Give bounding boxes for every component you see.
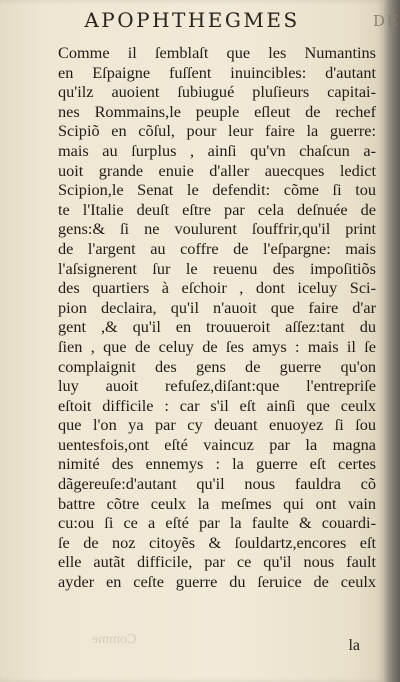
text-line: Scipion,le Senat le defendit: cõme ſi tou [58,180,376,200]
next-page-head-fragment: DE [373,12,400,30]
text-line: ayder en ceſte guerre du ſeruice de ceulx [58,572,376,592]
text-line: que l'on ya par cy deuant enuoyez ſi ſou [58,415,376,435]
facing-page-edge [373,0,400,682]
text-line: eſtoit difficile : car s'il eſt ainſi que ceulx [58,395,376,415]
text-line: gent ,& qu'il en trouueroit aſſez:tant du [58,317,376,337]
text-line: uentesfois,ont eſté vaincuz par la magna [58,434,376,454]
text-line: de l'argent au coffre de l'eſpargne: mais [58,238,376,258]
text-line: nimité des ennemys : la guerre eſt certes [58,454,376,474]
text-line: mais au ſurplus , ainſi qu'vn chaſcun a- [58,140,376,160]
text-line: te l'Italie deuſt eſtre par cela deſnuée de [58,199,376,219]
catchword: la [348,637,360,654]
text-line: cu:ou ſi ce a eſté par la faulte & couardi- [58,513,376,533]
text-line: nes Rommains,le peuple eſleut de rechef [58,101,376,121]
text-line: Comme il ſemblaſt que les Numantins [58,43,376,62]
text-line: Scipiõ en cõſul, pour leur faire la guerre: [58,121,376,141]
text-line: battre cõtre ceulx la meſmes qui ont vain [58,493,376,513]
text-line: elle autãt difficile, par ce qu'il nous fault [58,552,376,572]
text-line: luy auoit refuſez,diſant:que l'entrepriſe [58,376,376,396]
text-line: complaignit des gens de guerre qu'on [58,356,376,376]
text-line: gens:& ſi ne voulurent ſouffrir,qu'il print [58,219,376,239]
text-line: uoit grande enuie d'aller auecques ledict [58,160,376,180]
text-line: dãgereuſe:d'autant qu'il nous fauldra cõ [58,474,376,494]
running-head-title: APOPHTHEGMES [84,8,300,32]
text-line: en Eſpaigne fuſſent inuincibles: d'autant [58,62,376,82]
bleed-through-text: Comme [92,632,137,647]
text-line: pion declaira, qu'il n'auoit que faire d'ar [58,297,376,317]
text-line: l'aſsignerent ſur le reuenu des impoſitiõs [58,258,376,278]
text-line: des quartiers à eſchoir , dont iceluy Sci- [58,278,376,298]
body-text [58,43,376,592]
text-line: ſien , que de celuy de ſes amys : mais il ſe [58,336,376,356]
text-line: qu'ilz auoient ſubiugué pluſieurs capitai- [58,82,376,102]
text-line: ſe de noz citoyẽs & ſouldartz,encores eſt [58,532,376,552]
